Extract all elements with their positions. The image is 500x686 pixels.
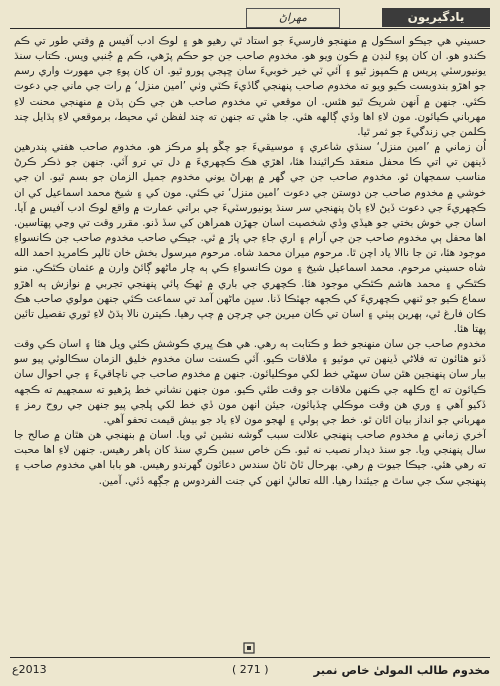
article-paragraph: حسيني هي جيڪو اسڪول ۾ منهنجو فارسيءَ جو استاد ٿي رهيو هو ۽ لوڪ ادب آفيس ۾ وقتي طور تي ڪم ڪندو هو. ان کان پوءِ لنڊن ۾ ڪون ويو هو. مخدوم صاحب جن جو حڪم پڙهي، ڪم ۾ جُنبي ويس. ڪتاب سنڌ يونيورسٽي پريس ۾ ڪمپوز ٿيو ۽ آئي ٽي خير خوبيءَ سان ڇپجي پورو ٿيو. ان کان پوءِ جي مهورت واري رسم جو اهڙو بندوبست ڪيو ويو ته مخدوم صاحب پنهنجي گاڏيءَ ڪٽي وٺي ’امين منزل‘ ۾ رات جي ماني جي دعوت ڪئي. جنهن ۾ اَنهن شريڪ ٿيو هئس. ان موقعي تي مخدوم صاحب هن جي ڪن ٻڌن ۾ منهنجي محنت لاءِ مهرباني ڪيائون. مون لاءِ اها وڏي ڳالهه هئي. جا هئي ته جنهن ته چند لفظن ئي محيط، برموقعي لاءِ ٻڌايل چند ڪلمن جي زندگيءَ جو ثمر ٿيا. (14, 35, 486, 138)
article-paragraph: مخدوم صاحب جن سان منهنجو خط و ڪتابت ٻه رهي. هي هڪ ڀيري ڪوشش ڪئي ويل هئا ۽ اسان ڪي وقت ڏنو هئائون ته فلاڻي ڏينهن تي موٽيو ۽ ملاقات ڪيو. آئي ڪسنت سان مخدوم خليق الزمان سڪالوٽي پيو سو بيار سان پنهنجين هٿن سان سهڻي خط لکي موڪليائون. جنهن ۾ مخدوم صاحب جي ناچاقيءَ ۽ جي احوال سان ڪيائون ته اڄ ڪلهه جي ڪنهن ملاقات جو وقت طئي ڪيو. مون جنهن نشاني خط پڙهيو ته سمجهيم ته ڪجهه ڏکيو آهي ۽ وري هن وقت موڪلي ڇڏيائون، جيئن انهن مون ڏي خط لکي ڀلجي پيو جنهن جي روح رمز ۽ مهرباني جو انداز بيان اٿان ٿو. خط جي ٻولي ۽ لهجو مون لاءِ ياد جو بيش قيمت تحفو آهي. (14, 338, 486, 426)
page-header (10, 6, 490, 29)
article-body (14, 34, 486, 642)
section-title: يادگيريون (382, 8, 490, 27)
article-paragraph: آخري زماني ۾ مخدوم صاحب پنهنجي علالت سبب گوشه نشين ٿي ويا. اسان ۾ بنهنجي هن هٿان ۾ صالح جا سال پنهنجي ويا. جو سنڌ ديدار نصيب نه ٿيو. ڪن خاص سببن ڪري سنڌ کان ٻاهر رهيس. جنهن لاءِ اها محبت ته رهي هئي. جيڪا جيوت ۾ رهي. بهرحال ٽاڻ ٽاڻ سندس دعائون گهرندو رهيس. هو بابا اهي مخدوم صاحب ۽ پنهنجي سک جي ساٿ ۾ جيئندا رهيا. الله تعاليٰ انهن کي جنت الفردوس ۾ جڳهه ڏئي. آمين. (14, 429, 486, 487)
page-footer (10, 657, 490, 680)
article-paragraph: اُن زماني ۾ ’امين منزل‘ سنڌي شاعري ۽ موسيقيءَ جو چڱو ڀلو مرڪز هو. مخدوم صاحب هفتي پندرهين ڏينهن تي اتي ڪا محفل منعقد ڪرائيندا هئا، اهڙي هڪ ڪچهريءَ ۾ دل تي ترو آئي. جنهن جو ذڪر ڪرڻ مناسب سمجهان ٿو. مخدوم صاحب جن جي گهر ۾ ٻهراڻ يوني مخدوم جميل الزمان جو بسم ٿيو. ان جي خوشي ۾ مخدوم صاحب جن دوستن جي دعوت ’امين منزل‘ تي ڪئي. مون کي ۽ شيخ محمد اسماعيل کي ان ڪچهريءَ جي دعوت ڏيڻ لاءِ ٻاڻ پنهنجي سر سنڌ يونيورسٽيءَ جي براتي عمارت ۾ واقع لوڪ ادب آفيس ۾ آيا. اسان جي خوش بختي جو هيڏي وڏي شخصيت اسان جهڙن همراهن کي سڏ ڏنو. مقرر وقت تي وڃي پهتاسين. اها محفل ٻي مخدوم صاحب جن جي آرام ۽ اري جاءِ جي پاڙ ۾ ٿي. جيڪي صاحب مخدوم صاحب جن ڪانسواءِ موجود هئا، تن جا ناالا ياد اچن ٿا. مرحوم ميران محمد شاه. مرحوم ميرسول بخش خان ٽالپر ڪامريڊ احمد الله شاه حسيني مرحوم. محمد اسماعيل شيخ ۽ مون ڪانسواءِ ڪي ٻه چار ماڻهو ڳائڻ وارن ۾ عثمان ڪٿڪي. منو ڪٿڪي ۽ محمد هاشم ڪٿڪي موجود هئا. ڪچهري جي باري ۾ ٽهڪ پائي پنهنجي تجربي ۾ نوازش ٻه اهڙو سماع ڪيو جو ٽنهي ڪچهريءَ کي ڪجهه جهٽڪا ڏنا. سڀن ماڻهن آمد تي سماعت ڪئي جنهن مولوي صاحب هڪ ڪان فارغ ٿي، ٻهرين ٻيٺي ۽ اسان تي ڪان ميرين جي چرچن ۾ چپ رهيا. ڪيترن نالا ٻڌڻ لاءِ ٿوري تفصيل تائين پهتا هئا. (14, 141, 486, 335)
footer-year: 2013ع (12, 663, 47, 676)
page-number: ( 271 ) (232, 663, 269, 676)
footer-title: مخدوم طالب المولىٰ خاص نمبر (313, 663, 490, 677)
magazine-logo: مهراڻ (246, 8, 340, 28)
end-ornament-icon (240, 641, 258, 655)
